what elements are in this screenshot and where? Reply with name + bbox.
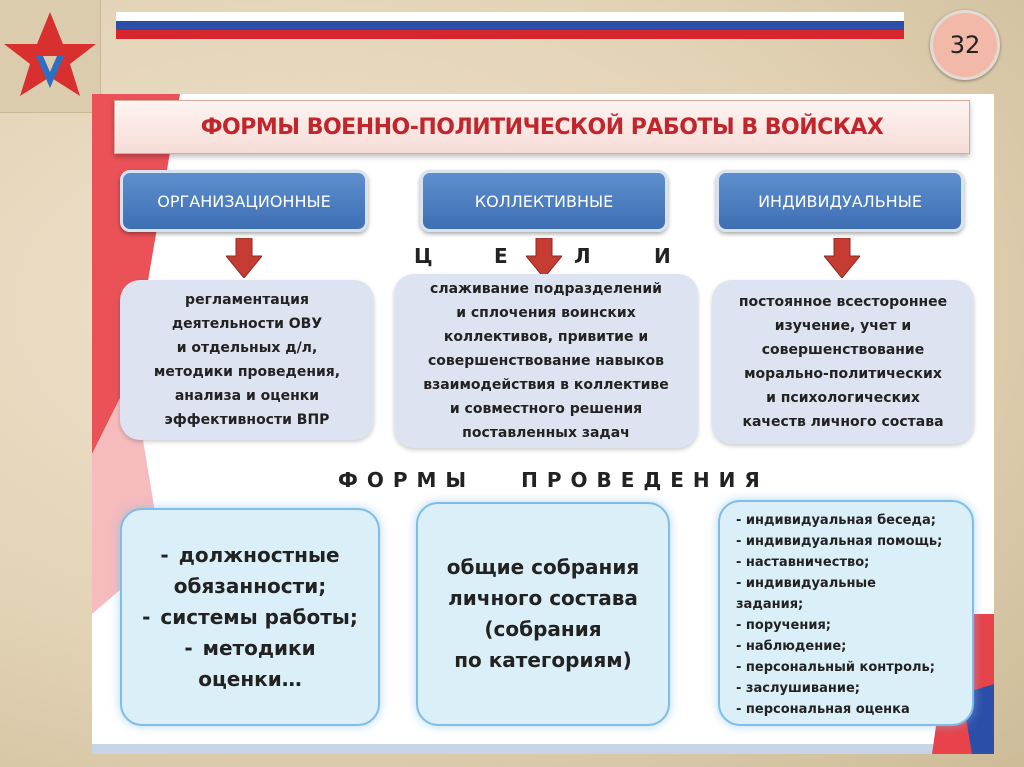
goal-line: и совместного решения [449, 401, 643, 417]
goal-collective [394, 274, 698, 448]
goal-line: качеств личного состава [742, 414, 944, 430]
goal-line: совершенствование [761, 342, 925, 358]
goal-line: и отдельных д/л, [176, 340, 318, 356]
category-collective: КОЛЛЕКТИВНЫЕ [420, 170, 668, 232]
goal-line: постоянное всестороннее [738, 294, 948, 310]
goal-line: поставленных задач [462, 425, 630, 441]
army-star-logo [0, 0, 100, 112]
goal-line: и психологических [766, 390, 920, 406]
goals-heading-letter: Л [574, 244, 591, 268]
slide-title: ФОРМЫ ВОЕННО-ПОЛИТИЧЕСКОЙ РАБОТЫ В ВОЙСКАХ [114, 100, 970, 154]
down-arrow-icon [824, 238, 860, 278]
list-item-continuation: оценки… [198, 666, 302, 691]
list-item: - заслушивание; [736, 681, 860, 696]
list-item-continuation: обязанности; [173, 573, 327, 598]
forms-heading: ФОРМЫ ПРОВЕДЕНИЯ [338, 468, 769, 492]
forms-collective [416, 502, 670, 726]
goals-heading-letter: Ц [414, 244, 433, 268]
goal-line: и сплочения воинских [456, 305, 636, 321]
goals-heading-letter: Е [494, 244, 508, 268]
list-item: - персональная оценка [736, 702, 910, 717]
list-item: - индивидуальная беседа; [736, 513, 936, 528]
goals-heading-letter: И [654, 244, 671, 268]
list-item: - должностные [160, 542, 340, 567]
logo-panel [0, 0, 101, 113]
goal-line: методики проведения, [153, 364, 341, 380]
form-line: общие собрания [446, 555, 640, 579]
goal-line: эффективности ВПР [164, 412, 330, 428]
russian-flag-stripe [116, 12, 904, 40]
goal-line: деятельности ОВУ [171, 316, 323, 332]
goal-line: коллективов, привитие и [443, 329, 649, 345]
goal-line: регламентация [185, 292, 309, 308]
form-line: по категориям) [454, 648, 632, 672]
forms-organizational [120, 508, 380, 726]
goal-line: совершенствование навыков [427, 353, 664, 369]
down-arrow-icon [526, 238, 562, 278]
page-number-badge: 32 [930, 10, 1000, 80]
list-item: - индивидуальные [736, 576, 876, 591]
list-item: - наблюдение; [736, 639, 847, 654]
category-individual: ИНДИВИДУАЛЬНЫЕ [716, 170, 964, 232]
form-line: (собрания [484, 617, 602, 641]
list-item: - системы работы; [142, 604, 358, 629]
list-item: задания; [736, 597, 804, 612]
goal-line: анализа и оценки [174, 388, 320, 404]
forms-individual [718, 500, 974, 726]
list-item: - наставничество; [736, 555, 870, 570]
goal-individual [712, 280, 974, 444]
list-item: - поручения; [736, 618, 831, 633]
goal-line: морально-политических [744, 366, 942, 382]
form-line: личного состава [448, 586, 638, 610]
category-organizational: ОРГАНИЗАЦИОННЫЕ [120, 170, 368, 232]
goal-line: слаживание подразделений [430, 281, 662, 297]
slide [92, 94, 994, 754]
goal-organizational [120, 280, 374, 440]
goal-line: взаимодействия в коллективе [423, 377, 669, 393]
goal-line: изучение, учет и [774, 318, 912, 334]
list-item: - методики [184, 635, 316, 660]
list-item: - персональный контроль; [736, 660, 935, 675]
down-arrow-icon [226, 238, 262, 278]
list-item: - индивидуальная помощь; [736, 534, 943, 549]
